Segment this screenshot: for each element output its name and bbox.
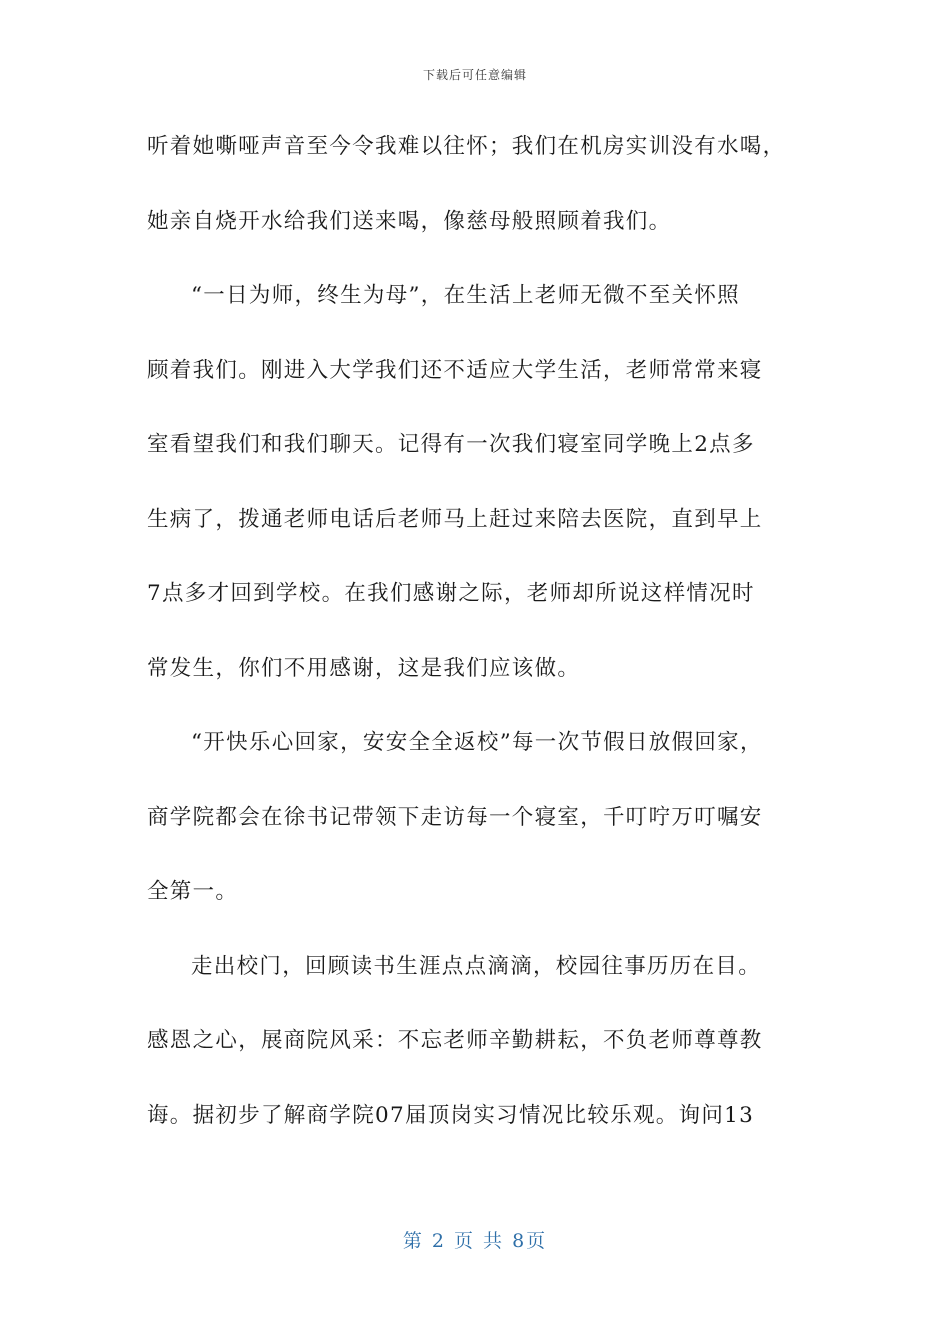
text-line: 常发生，你们不用感谢，这是我们应该做。 [147, 655, 581, 681]
paragraph-start-line: “开快乐心回家，安安全全返校”每一次节假日放假回家， [191, 730, 763, 755]
paragraph-start-line: “一日为师，终生为母”，在生活上老师无微不至关怀照 [191, 283, 740, 308]
text-line: 7点多才回到学校。在我们感谢之际，老师却所说这样情况时 [147, 581, 755, 606]
paragraph-start-line: 走出校门，回顾读书生涯点点滴滴，校园往事历历在目。 [191, 953, 762, 979]
text-line: 诲。据初步了解商学院07届顶岗实习情况比较乐观。询问13 [147, 1102, 755, 1128]
header-note: 下载后可任意编辑 [422, 68, 527, 82]
text-line: 感恩之心，展商院风采：不忘老师辛勤耕耘，不负老师尊尊教 [147, 1028, 763, 1053]
text-line: 商学院都会在徐书记带领下走访每一个寝室，千叮咛万叮嘱安 [147, 804, 763, 830]
text-line: 室看望我们和我们聊天。记得有一次我们寝室同学晚上2点多 [147, 432, 755, 457]
body-text [147, 125, 807, 1168]
text-line: 全第一。 [147, 879, 239, 904]
page-number-footer: 第 2 页 共 8页 [402, 1230, 548, 1252]
text-line: 她亲自烧开水给我们送来喝，像慈母般照顾着我们。 [147, 208, 672, 234]
text-line: 生病了，拨通老师电话后老师马上赶过来陪去医院，直到早上 [147, 506, 763, 532]
text-line: 听着她嘶哑声音至今令我难以往怀；我们在机房实训没有水喝， [147, 134, 786, 159]
text-line: 顾着我们。刚进入大学我们还不适应大学生活，老师常常来寝 [147, 357, 763, 383]
